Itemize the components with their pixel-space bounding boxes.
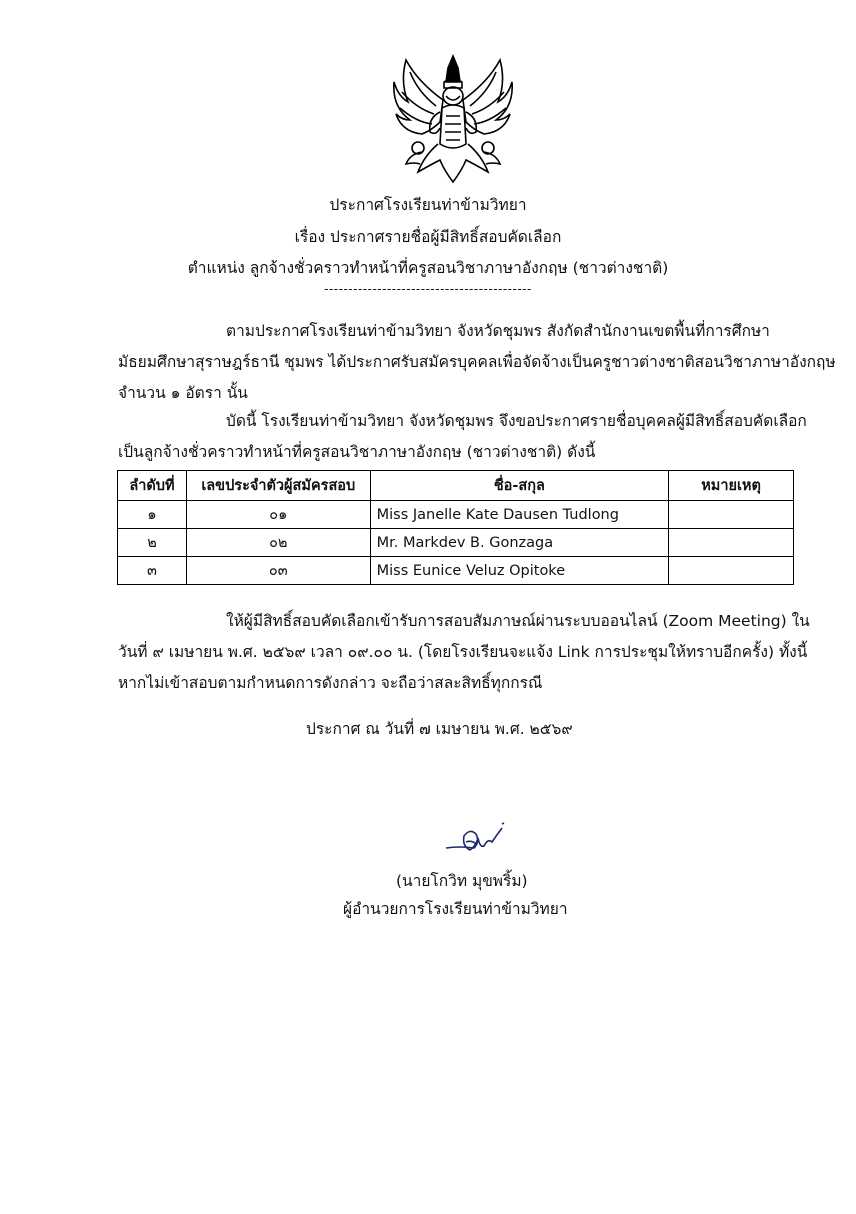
paragraph-line: จำนวน ๑ อัตรา นั้น	[118, 384, 248, 402]
cell-name: Miss Eunice Veluz Opitoke	[370, 557, 668, 585]
garuda-emblem	[388, 52, 518, 186]
handwritten-signature	[440, 818, 510, 862]
paragraph-interview-details	[118, 606, 810, 699]
paragraph-line: บัดนี้ โรงเรียนท่าข้ามวิทยา จังหวัดชุมพร จึงขอประกาศรายชื่อบุคคลผู้มีสิทธิ์สอบคัดเลือก	[226, 412, 807, 430]
cell-remark	[669, 501, 794, 529]
signer-name: (นายโกวิท มุขพริ้ม)	[396, 872, 528, 890]
document-subject: เรื่อง ประกาศรายชื่อผู้มีสิทธิ์สอบคัดเลือก	[294, 228, 562, 246]
column-header-name: ชื่อ-สกุล	[370, 471, 668, 501]
column-header-applicant-id: เลขประจำตัวผู้สมัครสอบ	[186, 471, 370, 501]
signer-title: ผู้อำนวยการโรงเรียนท่าข้ามวิทยา	[343, 900, 568, 918]
cell-remark	[669, 529, 794, 557]
paragraph-line: มัธยมศึกษาสุราษฎร์ธานี ชุมพร ได้ประกาศรับสมัครบุคคลเพื่อจัดจ้างเป็นครูชาวต่างชาติสอนวิชาภาษาอังกฤษ	[118, 353, 836, 371]
paragraph-line: เป็นลูกจ้างชั่วคราวทำหน้าที่ครูสอนวิชาภาษาอังกฤษ (ชาวต่างชาติ) ดังนี้	[118, 443, 596, 461]
table-header-row	[118, 471, 794, 501]
table-row	[118, 557, 794, 585]
paragraph-announcement	[118, 316, 836, 409]
paragraph-candidates-intro	[118, 406, 807, 468]
paragraph-line: หากไม่เข้าสอบตามกำหนดการดังกล่าว จะถือว่าสละสิทธิ์ทุกกรณี	[118, 674, 543, 692]
column-header-remark: หมายเหตุ	[669, 471, 794, 501]
cell-remark	[669, 557, 794, 585]
cell-order: ๑	[118, 501, 187, 529]
cell-order: ๒	[118, 529, 187, 557]
cell-applicant-id: ๐๓	[186, 557, 370, 585]
paragraph-line: วันที่ ๙ เมษายน พ.ศ. ๒๕๖๙ เวลา ๐๙.๐๐ น. (โดยโรงเรียนจะแจ้ง Link การประชุมให้ทราบอีกครั้ง) ทั้งนี้	[118, 643, 808, 661]
document-title: ประกาศโรงเรียนท่าข้ามวิทยา	[329, 196, 527, 214]
column-header-order: ลำดับที่	[118, 471, 187, 501]
cell-applicant-id: ๐๑	[186, 501, 370, 529]
cell-name: Mr. Markdev B. Gonzaga	[370, 529, 668, 557]
cell-order: ๓	[118, 557, 187, 585]
paragraph-line: ให้ผู้มีสิทธิ์สอบคัดเลือกเข้ารับการสอบสัมภาษณ์ผ่านระบบออนไลน์ (Zoom Meeting) ใน	[226, 612, 810, 630]
announcement-date: ประกาศ ณ วันที่ ๗ เมษายน พ.ศ. ๒๕๖๙	[306, 720, 573, 738]
cell-applicant-id: ๐๒	[186, 529, 370, 557]
table-row	[118, 501, 794, 529]
header-divider: -------------------------------------------	[324, 282, 532, 296]
candidates-table	[117, 470, 794, 585]
cell-name: Miss Janelle Kate Dausen Tudlong	[370, 501, 668, 529]
paragraph-line: ตามประกาศโรงเรียนท่าข้ามวิทยา จังหวัดชุมพร สังกัดสำนักงานเขตพื้นที่การศึกษา	[226, 322, 770, 340]
document-position: ตำแหน่ง ลูกจ้างชั่วคราวทำหน้าที่ครูสอนวิชาภาษาอังกฤษ (ชาวต่างชาติ)	[187, 259, 669, 277]
table-row	[118, 529, 794, 557]
